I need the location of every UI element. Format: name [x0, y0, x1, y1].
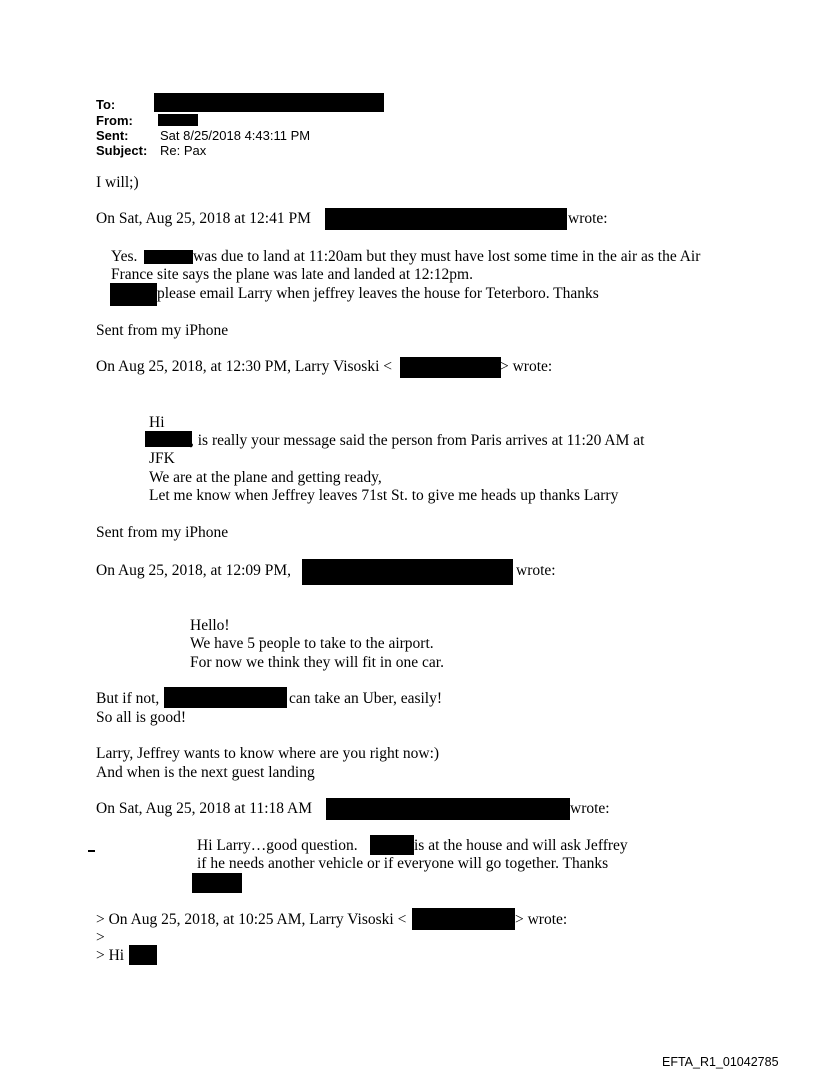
redaction-q2-email — [400, 357, 501, 378]
redaction-q5-email — [412, 908, 515, 930]
quote5-attribution: > On Aug 25, 2018, at 10:25 AM, Larry Visoski < — [96, 911, 407, 928]
sent-from-iphone: Sent from my iPhone — [96, 524, 229, 541]
redaction-from — [158, 114, 198, 126]
sent-value: Sat 8/25/2018 4:43:11 PM — [160, 128, 311, 143]
subject-value: Re: Pax — [160, 143, 207, 158]
quote1-line: France site says the plane was late and landed at 12:12pm. — [111, 266, 473, 283]
quote1-wrote: wrote: — [568, 210, 608, 227]
redaction-q4-sender — [326, 798, 570, 820]
quote3-line: And when is the next guest landing — [96, 764, 315, 781]
reply-text: I will;) — [96, 174, 139, 191]
redaction-q2-name — [145, 431, 192, 447]
redaction-q1-name2 — [110, 283, 157, 306]
quote1-line: Yes. — [111, 248, 138, 265]
quote2-line: We are at the plane and getting ready, — [149, 469, 382, 486]
to-label: To: — [96, 97, 116, 112]
quote1-line: please email Larry when jeffrey leaves the house for Teterboro. Thanks — [157, 285, 599, 302]
redaction-q3-name — [164, 687, 287, 708]
redaction-q3-sender — [302, 559, 513, 585]
quote3-wrote: wrote: — [516, 562, 556, 579]
quote5-line: > Hi — [96, 947, 125, 964]
quote3-line: So all is good! — [96, 709, 186, 726]
quote2-line: Hi — [149, 414, 165, 431]
scan-mark — [88, 850, 95, 852]
quote2-attribution: On Aug 25, 2018, at 12:30 PM, Larry Visoski < — [96, 358, 392, 375]
redaction-q4-signature — [192, 873, 242, 893]
redaction-q1-sender — [325, 208, 567, 230]
redaction-q4-name — [370, 835, 414, 855]
quote2-line: JFK — [149, 450, 175, 467]
quote5-wrote: > wrote: — [515, 911, 568, 928]
quote3-line: We have 5 people to take to the airport. — [190, 635, 434, 652]
quote4-line: if he needs another vehicle or if everyone will go together. Thanks — [197, 855, 609, 872]
quote4-attribution: On Sat, Aug 25, 2018 at 11:18 AM — [96, 800, 313, 817]
quote5-line: > — [96, 929, 105, 946]
subject-label: Subject: — [96, 143, 148, 158]
quote3-line: But if not, — [96, 690, 160, 707]
quote2-line: , is really your message said the person from Paris arrives at 11:20 AM at — [190, 432, 645, 449]
quote4-line: is at the house and will ask Jeffrey — [414, 837, 628, 854]
quote1-line: was due to land at 11:20am but they must have lost some time in the air as the Air — [193, 248, 701, 265]
quote4-line: Hi Larry…good question. — [197, 837, 358, 854]
from-label: From: — [96, 113, 133, 128]
quote3-line: Larry, Jeffrey wants to know where are you right now:) — [96, 745, 440, 762]
quote4-wrote: wrote: — [570, 800, 610, 817]
quote2-wrote: > wrote: — [500, 358, 553, 375]
quote3-line: For now we think they will fit in one car. — [190, 654, 444, 671]
sent-from-iphone: Sent from my iPhone — [96, 322, 229, 339]
quote3-line: can take an Uber, easily! — [289, 690, 443, 707]
quote3-attribution: On Aug 25, 2018, at 12:09 PM, — [96, 562, 292, 579]
redaction-to — [154, 93, 384, 112]
redaction-q5-name — [129, 945, 157, 965]
quote2-line: Let me know when Jeffrey leaves 71st St. to give me heads up thanks Larry — [149, 487, 619, 504]
sent-label: Sent: — [96, 128, 129, 143]
quote3-line: Hello! — [190, 617, 230, 634]
document-id: EFTA_R1_01042785 — [662, 1055, 779, 1069]
redaction-q1-name — [144, 250, 193, 264]
quote1-attribution: On Sat, Aug 25, 2018 at 12:41 PM — [96, 210, 311, 227]
